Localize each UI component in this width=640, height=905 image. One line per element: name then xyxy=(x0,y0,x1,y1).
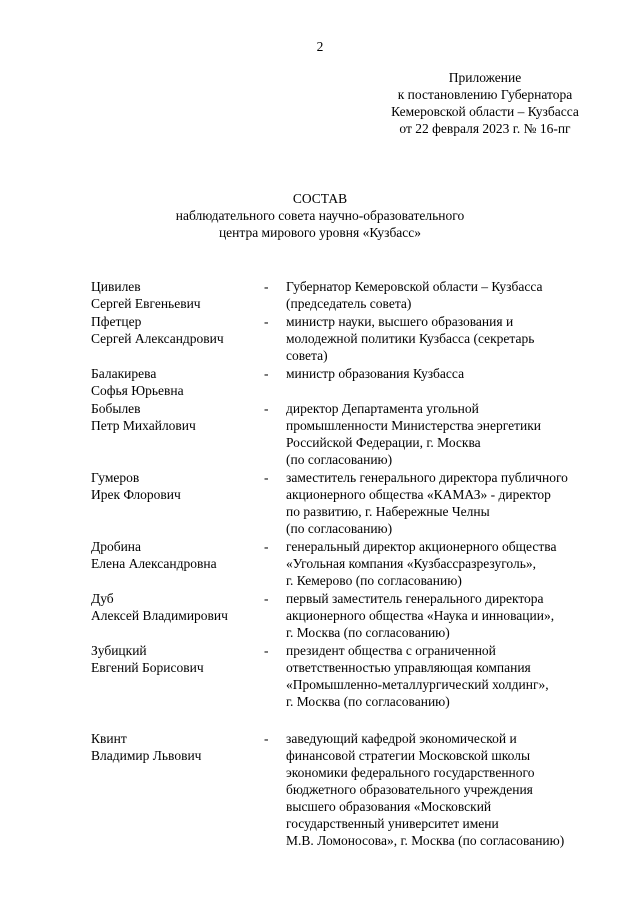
member-role xyxy=(286,590,611,641)
member-entry xyxy=(91,313,611,364)
document-title xyxy=(0,190,640,241)
member-dash: - xyxy=(264,314,269,329)
role-line: заместитель генерального директора публичного xyxy=(286,470,568,485)
member-surname: Пфетцер xyxy=(91,314,142,329)
member-name xyxy=(91,642,264,710)
member-given-names: Софья Юрьевна xyxy=(91,383,184,398)
member-surname: Бобылев xyxy=(91,401,141,416)
role-line: г. Москва (по согласованию) xyxy=(286,625,450,640)
member-given-names: Сергей Александрович xyxy=(91,331,224,346)
title-subtitle-line: центра мирового уровня «Кузбасс» xyxy=(218,225,422,240)
role-line: президент общества с ограниченной xyxy=(286,643,496,658)
member-surname: Дробина xyxy=(91,539,142,554)
role-line: директор Департамента угольной xyxy=(286,401,479,416)
member-dash: - xyxy=(264,401,269,416)
member-role xyxy=(286,642,611,710)
member-name xyxy=(91,365,264,399)
role-line: (по согласованию) xyxy=(286,452,393,467)
member-surname: Дуб xyxy=(91,591,114,606)
member-dash: - xyxy=(264,643,269,658)
appendix-line: к постановлению Губернатора xyxy=(397,87,573,102)
member-name xyxy=(91,400,264,468)
appendix-block xyxy=(360,69,610,137)
member-dash: - xyxy=(264,539,269,554)
member-dash: - xyxy=(264,731,269,746)
member-role xyxy=(286,538,611,589)
member-surname: Цивилев xyxy=(91,279,141,294)
member-given-names: Ирек Флорович xyxy=(91,487,181,502)
member-entry xyxy=(91,730,611,849)
role-line: «Промышленно-металлургический холдинг», xyxy=(286,677,549,692)
member-given-names: Владимир Львович xyxy=(91,748,202,763)
role-line: «Угольная компания «Кузбассразрезуголь», xyxy=(286,556,536,571)
member-role xyxy=(286,313,611,364)
member-given-names: Евгений Борисович xyxy=(91,660,204,675)
member-role xyxy=(286,278,611,312)
role-line: (по согласованию) xyxy=(286,521,393,536)
member-given-names: Петр Михайлович xyxy=(91,418,196,433)
page-number: 2 xyxy=(316,39,324,54)
member-role xyxy=(286,730,611,849)
role-line: Российской Федерации, г. Москва xyxy=(286,435,481,450)
member-name xyxy=(91,538,264,589)
member-entry xyxy=(91,365,611,399)
role-line: акционерного общества «КАМАЗ» - директор xyxy=(286,487,551,502)
member-surname: Гумеров xyxy=(91,470,140,485)
member-name xyxy=(91,313,264,364)
member-dash: - xyxy=(264,591,269,606)
member-role xyxy=(286,469,611,537)
role-line: совета) xyxy=(286,348,328,363)
role-line: финансовой стратегии Московской школы xyxy=(286,748,531,763)
member-surname: Квинт xyxy=(91,731,127,746)
role-line: генеральный директор акционерного общества xyxy=(286,539,557,554)
members-list xyxy=(91,278,611,850)
role-line: заведующий кафедрой экономической и xyxy=(286,731,517,746)
role-line: г. Кемерово (по согласованию) xyxy=(286,573,462,588)
role-line: г. Москва (по согласованию) xyxy=(286,694,450,709)
member-name xyxy=(91,278,264,312)
role-line: министр образования Кузбасса xyxy=(286,366,465,381)
role-line: М.В. Ломоносова», г. Москва (по согласованию) xyxy=(286,833,565,848)
member-given-names: Елена Александровна xyxy=(91,556,217,571)
appendix-line: от 22 февраля 2023 г. № 16-пг xyxy=(399,121,571,136)
member-entry xyxy=(91,590,611,641)
member-given-names: Сергей Евгеньевич xyxy=(91,296,201,311)
member-entry xyxy=(91,278,611,312)
title-heading: СОСТАВ xyxy=(292,191,348,206)
member-name xyxy=(91,730,264,849)
member-given-names: Алексей Владимирович xyxy=(91,608,228,623)
member-surname: Зубицкий xyxy=(91,643,147,658)
member-dash: - xyxy=(264,470,269,485)
member-name xyxy=(91,469,264,537)
role-line: ответственностью управляющая компания xyxy=(286,660,531,675)
role-line: молодежной политики Кузбасса (секретарь xyxy=(286,331,535,346)
member-surname: Балакирева xyxy=(91,366,157,381)
role-line: первый заместитель генерального директора xyxy=(286,591,544,606)
member-role xyxy=(286,365,611,399)
member-entry xyxy=(91,469,611,537)
member-entry xyxy=(91,400,611,468)
appendix-line: Кемеровской области – Кузбасса xyxy=(391,104,579,119)
role-line: экономики федерального государственного xyxy=(286,765,535,780)
role-line: бюджетного образовательного учреждения xyxy=(286,782,533,797)
title-subtitle-line: наблюдательного совета научно-образовательного xyxy=(175,208,465,223)
role-line: акционерного общества «Наука и инновации», xyxy=(286,608,555,623)
role-line: (председатель совета) xyxy=(286,296,412,311)
member-dash: - xyxy=(264,279,269,294)
member-name xyxy=(91,590,264,641)
role-line: промышленности Министерства энергетики xyxy=(286,418,542,433)
role-line: по развитию, г. Набережные Челны xyxy=(286,504,490,519)
role-line: Губернатор Кемеровской области – Кузбасса xyxy=(286,279,543,294)
role-line: государственный университет имени xyxy=(286,816,499,831)
member-dash: - xyxy=(264,366,269,381)
role-line: министр науки, высшего образования и xyxy=(286,314,514,329)
member-entry xyxy=(91,642,611,710)
member-entry xyxy=(91,538,611,589)
role-line: высшего образования «Московский xyxy=(286,799,492,814)
appendix-line: Приложение xyxy=(448,70,522,85)
member-role xyxy=(286,400,611,468)
